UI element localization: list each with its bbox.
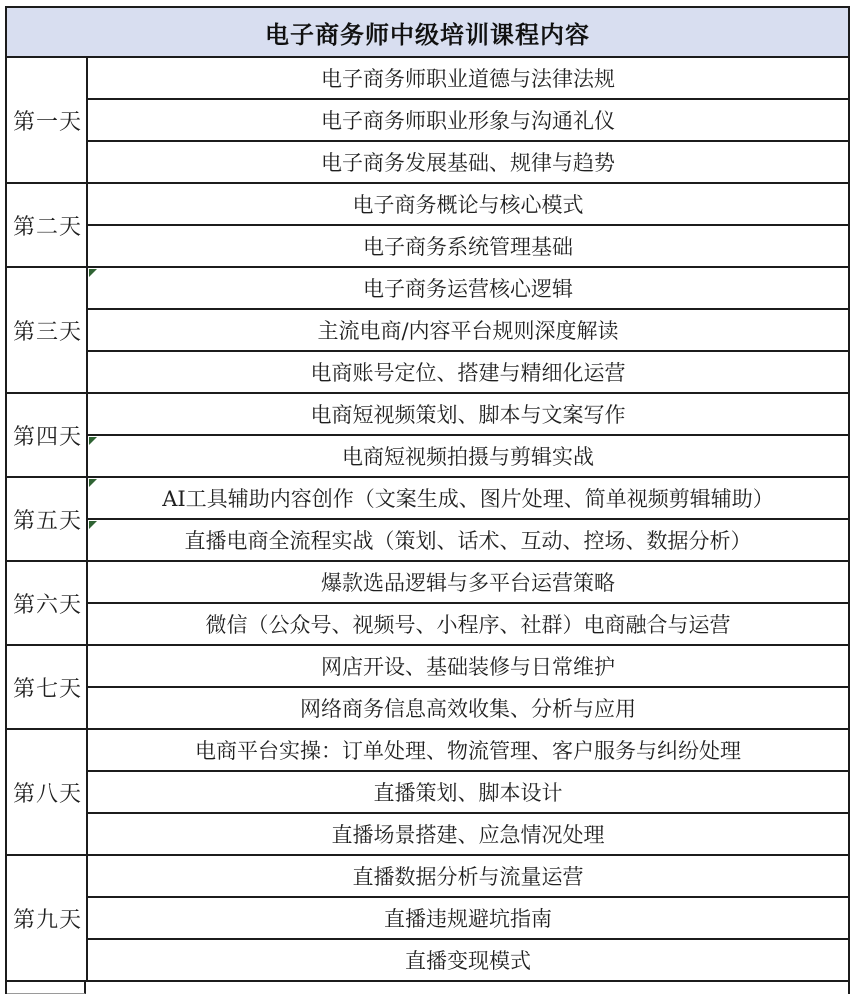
day-cell-6 (6, 561, 87, 645)
course-cell (87, 393, 849, 435)
table-header-row (6, 7, 849, 57)
course-cell (87, 561, 849, 603)
table-row (6, 99, 849, 141)
day-label: 第四天 (13, 424, 83, 450)
table-row (6, 645, 849, 687)
course-cell (87, 897, 849, 939)
course-text: 直播电商全流程实战（策划、话术、互动、控场、数据分析） (184, 529, 752, 553)
course-text: 直播变现模式 (405, 949, 531, 973)
cell-error-indicator-icon (89, 521, 97, 529)
day-label: 第六天 (13, 592, 83, 618)
table-row (6, 771, 849, 813)
table-row (6, 939, 849, 981)
day-cell-7 (6, 645, 87, 729)
table-row (6, 309, 849, 351)
course-cell (87, 225, 849, 267)
course-cell (87, 351, 849, 393)
course-text: 电子商务发展基础、规律与趋势 (321, 151, 615, 175)
course-cell (87, 477, 849, 519)
cropped-day-cell (7, 982, 86, 994)
table-row (6, 183, 849, 225)
course-cell (87, 729, 849, 771)
day-label: 第五天 (13, 508, 83, 534)
table-row (6, 729, 849, 771)
day-label: 第九天 (13, 907, 83, 933)
day-cell-3 (6, 267, 87, 393)
table-row (6, 561, 849, 603)
course-text: 直播策划、脚本设计 (373, 781, 563, 805)
training-schedule-table (5, 6, 850, 982)
course-text: 电商账号定位、搭建与精细化运营 (310, 361, 626, 385)
course-text: 电子商务概论与核心模式 (352, 193, 584, 217)
table-row (6, 813, 849, 855)
course-text: 电子商务系统管理基础 (363, 235, 573, 259)
course-text: 电商短视频拍摄与剪辑实战 (342, 445, 594, 469)
day-label: 第一天 (13, 109, 83, 135)
course-cell (87, 939, 849, 981)
table-row (6, 57, 849, 99)
course-text: 爆款选品逻辑与多平台运营策略 (321, 571, 615, 595)
day-cell-5 (6, 477, 87, 561)
day-label: 第三天 (13, 319, 83, 345)
course-cell (87, 267, 849, 309)
table-row (6, 603, 849, 645)
table-row (6, 267, 849, 309)
day-cell-4 (6, 393, 87, 477)
table-row (6, 351, 849, 393)
course-text: 直播数据分析与流量运营 (352, 865, 584, 889)
course-text: 微信（公众号、视频号、小程序、社群）电商融合与运营 (205, 613, 731, 637)
cell-error-indicator-icon (89, 437, 97, 445)
table-row (6, 897, 849, 939)
cropped-course-cell (86, 982, 848, 994)
course-cell (87, 99, 849, 141)
day-cell-2 (6, 183, 87, 267)
course-cell (87, 435, 849, 477)
table-row (6, 855, 849, 897)
table-row (6, 477, 849, 519)
course-text: 直播场景搭建、应急情况处理 (331, 823, 605, 847)
course-cell (87, 57, 849, 99)
course-cell (87, 603, 849, 645)
course-text: 电商平台实操：订单处理、物流管理、客户服务与纠纷处理 (195, 739, 741, 763)
table-row (6, 435, 849, 477)
table-row (6, 225, 849, 267)
course-cell (87, 141, 849, 183)
course-cell (87, 183, 849, 225)
day-label: 第七天 (13, 676, 83, 702)
course-cell (87, 813, 849, 855)
cell-error-indicator-icon (89, 269, 97, 277)
course-text: 电子商务师职业道德与法律法规 (321, 67, 615, 91)
table-row (6, 393, 849, 435)
table-row (6, 519, 849, 561)
day-cell-8 (6, 729, 87, 855)
course-cell (87, 309, 849, 351)
day-label: 第八天 (13, 781, 83, 807)
day-cell-9 (6, 855, 87, 981)
course-text: 电商短视频策划、脚本与文案写作 (310, 403, 626, 427)
course-cell (87, 771, 849, 813)
course-text: 网络商务信息高效收集、分析与应用 (300, 697, 636, 721)
course-text: 网店开设、基础装修与日常维护 (321, 655, 615, 679)
course-text: 电子商务运营核心逻辑 (363, 277, 573, 301)
day-cell-1 (6, 57, 87, 183)
course-cell (87, 645, 849, 687)
table-row (6, 141, 849, 183)
course-cell (87, 687, 849, 729)
course-text: 电子商务师职业形象与沟通礼仪 (321, 109, 615, 133)
table-title: 电子商务师中级培训课程内容 (6, 7, 849, 57)
course-text: 直播违规避坑指南 (384, 907, 552, 931)
course-cell (87, 855, 849, 897)
table-row (6, 687, 849, 729)
course-text: AI工具辅助内容创作（文案生成、图片处理、简单视频剪辑辅助） (162, 487, 774, 511)
course-text: 主流电商/内容平台规则深度解读 (317, 319, 619, 343)
course-cell (87, 519, 849, 561)
cropped-next-row (5, 982, 850, 994)
cell-error-indicator-icon (89, 479, 97, 487)
day-label: 第二天 (13, 214, 83, 240)
